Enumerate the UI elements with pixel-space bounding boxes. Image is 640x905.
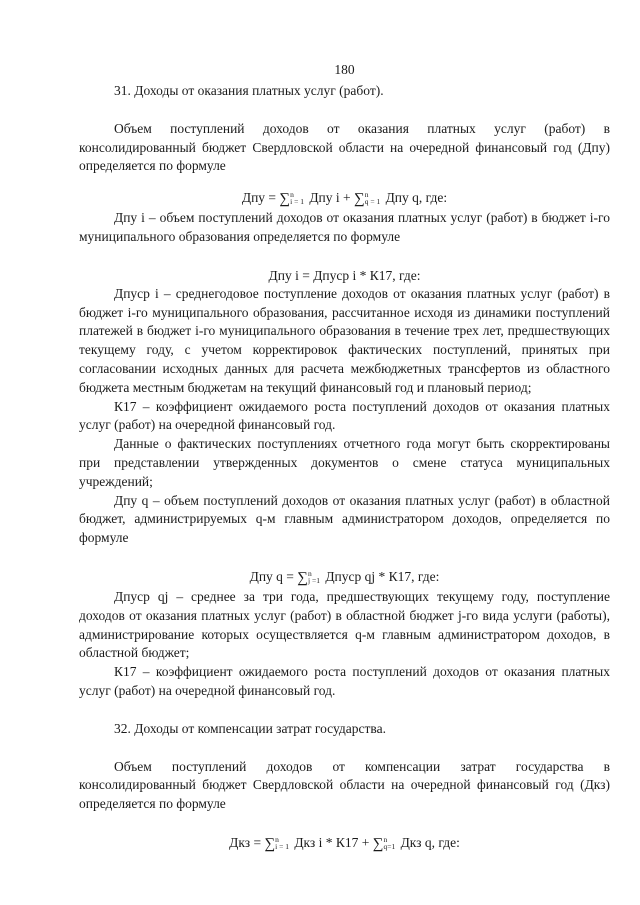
spacer [79,739,610,758]
formula-dkz [79,833,610,854]
definition-k17: К17 – коэффициент ожидаемого роста поступлений доходов от оказания платных услуг (работ) на очередной финансовый год. [79,398,610,433]
sum-limits: n i = 1 [275,834,289,851]
page-number: 180 [334,62,355,77]
formula-dpu [79,188,610,209]
sum-sign-icon: ∑ [297,569,308,586]
sum-limits: n i = 1 [290,190,304,207]
definition-k17: К17 – коэффициент ожидаемого роста поступлений доходов от оказания платных услуг (работ) на очередной финансовый год. [79,664,610,698]
formula-term: Дкз q, где: [400,834,460,850]
sum-limits: n q=1 [383,834,396,851]
spacer [79,548,610,567]
sum-sign-icon: ∑ [354,191,365,208]
formula-term: Дкз i * К17 + [294,834,370,850]
spacer [79,247,610,266]
section-32-intro: Объем поступлений доходов от компенсации затрат государства в консолидированный бюджет Свердловской области на очередной финансовый год (Дкз) определяется по формуле [79,758,610,812]
definition-dpusr-qj: Дпуср qj – среднее за три года, предшествующих текущему году, поступление доходов от оказания платных услуг (работ) в областной бюджет j-го вида услуги (работы), администрирование которых осуществляется q-м главным администратором доходов, в областной бюджет; [79,588,610,661]
sum-sign-icon: ∑ [372,835,384,852]
sum-sign-icon: ∑ [279,191,291,208]
sum-sign-icon: ∑ [264,835,276,852]
formula-lhs: Дпу q = [249,568,294,584]
data-note: Данные о фактических поступлениях отчетного года могут быть скорректированы при представлении утвержденных документов о смене статуса муниципальных учреждений; [79,436,610,489]
formula-term: Дпу i + [309,190,351,206]
spacer [79,176,610,188]
formula-dpu-i: Дпу i = Дпуср i * К17, где: [268,267,421,283]
spacer [79,701,610,720]
sum-limits: n q = 1 [364,190,381,207]
section-31-heading: 31. Доходы от оказания платных услуг (работ). [114,83,384,98]
formula-lhs: Дкз = [229,834,262,850]
definition-dpu-i: Дпу i – объем поступлений доходов от оказания платных услуг (работ) в бюджет i-го муниципального образования определяется по формуле [79,210,610,244]
formula-term: Дпуср qj * К17, где: [325,568,440,584]
document-page [79,60,610,854]
formula-dpu-q [79,567,610,588]
section-31-intro: Объем поступлений доходов от оказания платных услуг (работ) в консолидированный бюджет Свердловской области на очередной финансовый год (Дпу) определяется по формуле [79,120,610,174]
formula-term: Дпу q, где: [385,190,448,206]
definition-dpusr-i: Дпуср i – среднегодовое поступление доходов от оказания платных услуг (работ) в бюджет i-го муниципального образования, рассчитанное исходя из динамики поступлений платежей в бюджет i-го муниципального образования в течение трех лет, предшествующих текущему году, с учетом корректировок фактических поступлений, принятых при согласовании исходных данных для расчета межбюджетных трансфертов из областного бюджета местным бюджетам на текущий финансовый год и плановый период; [79,285,610,395]
section-32-heading: 32. Доходы от компенсации затрат государства. [114,720,386,736]
spacer [79,101,610,120]
sum-limits: n j =1 [308,568,320,585]
definition-dpu-q: Дпу q – объем поступлений доходов от оказания платных услуг (работ) в областной бюджет, администрируемых q-м главным администратором доходов, определяется по формуле [79,492,610,546]
formula-lhs: Дпу = [241,190,277,206]
spacer [79,814,610,833]
